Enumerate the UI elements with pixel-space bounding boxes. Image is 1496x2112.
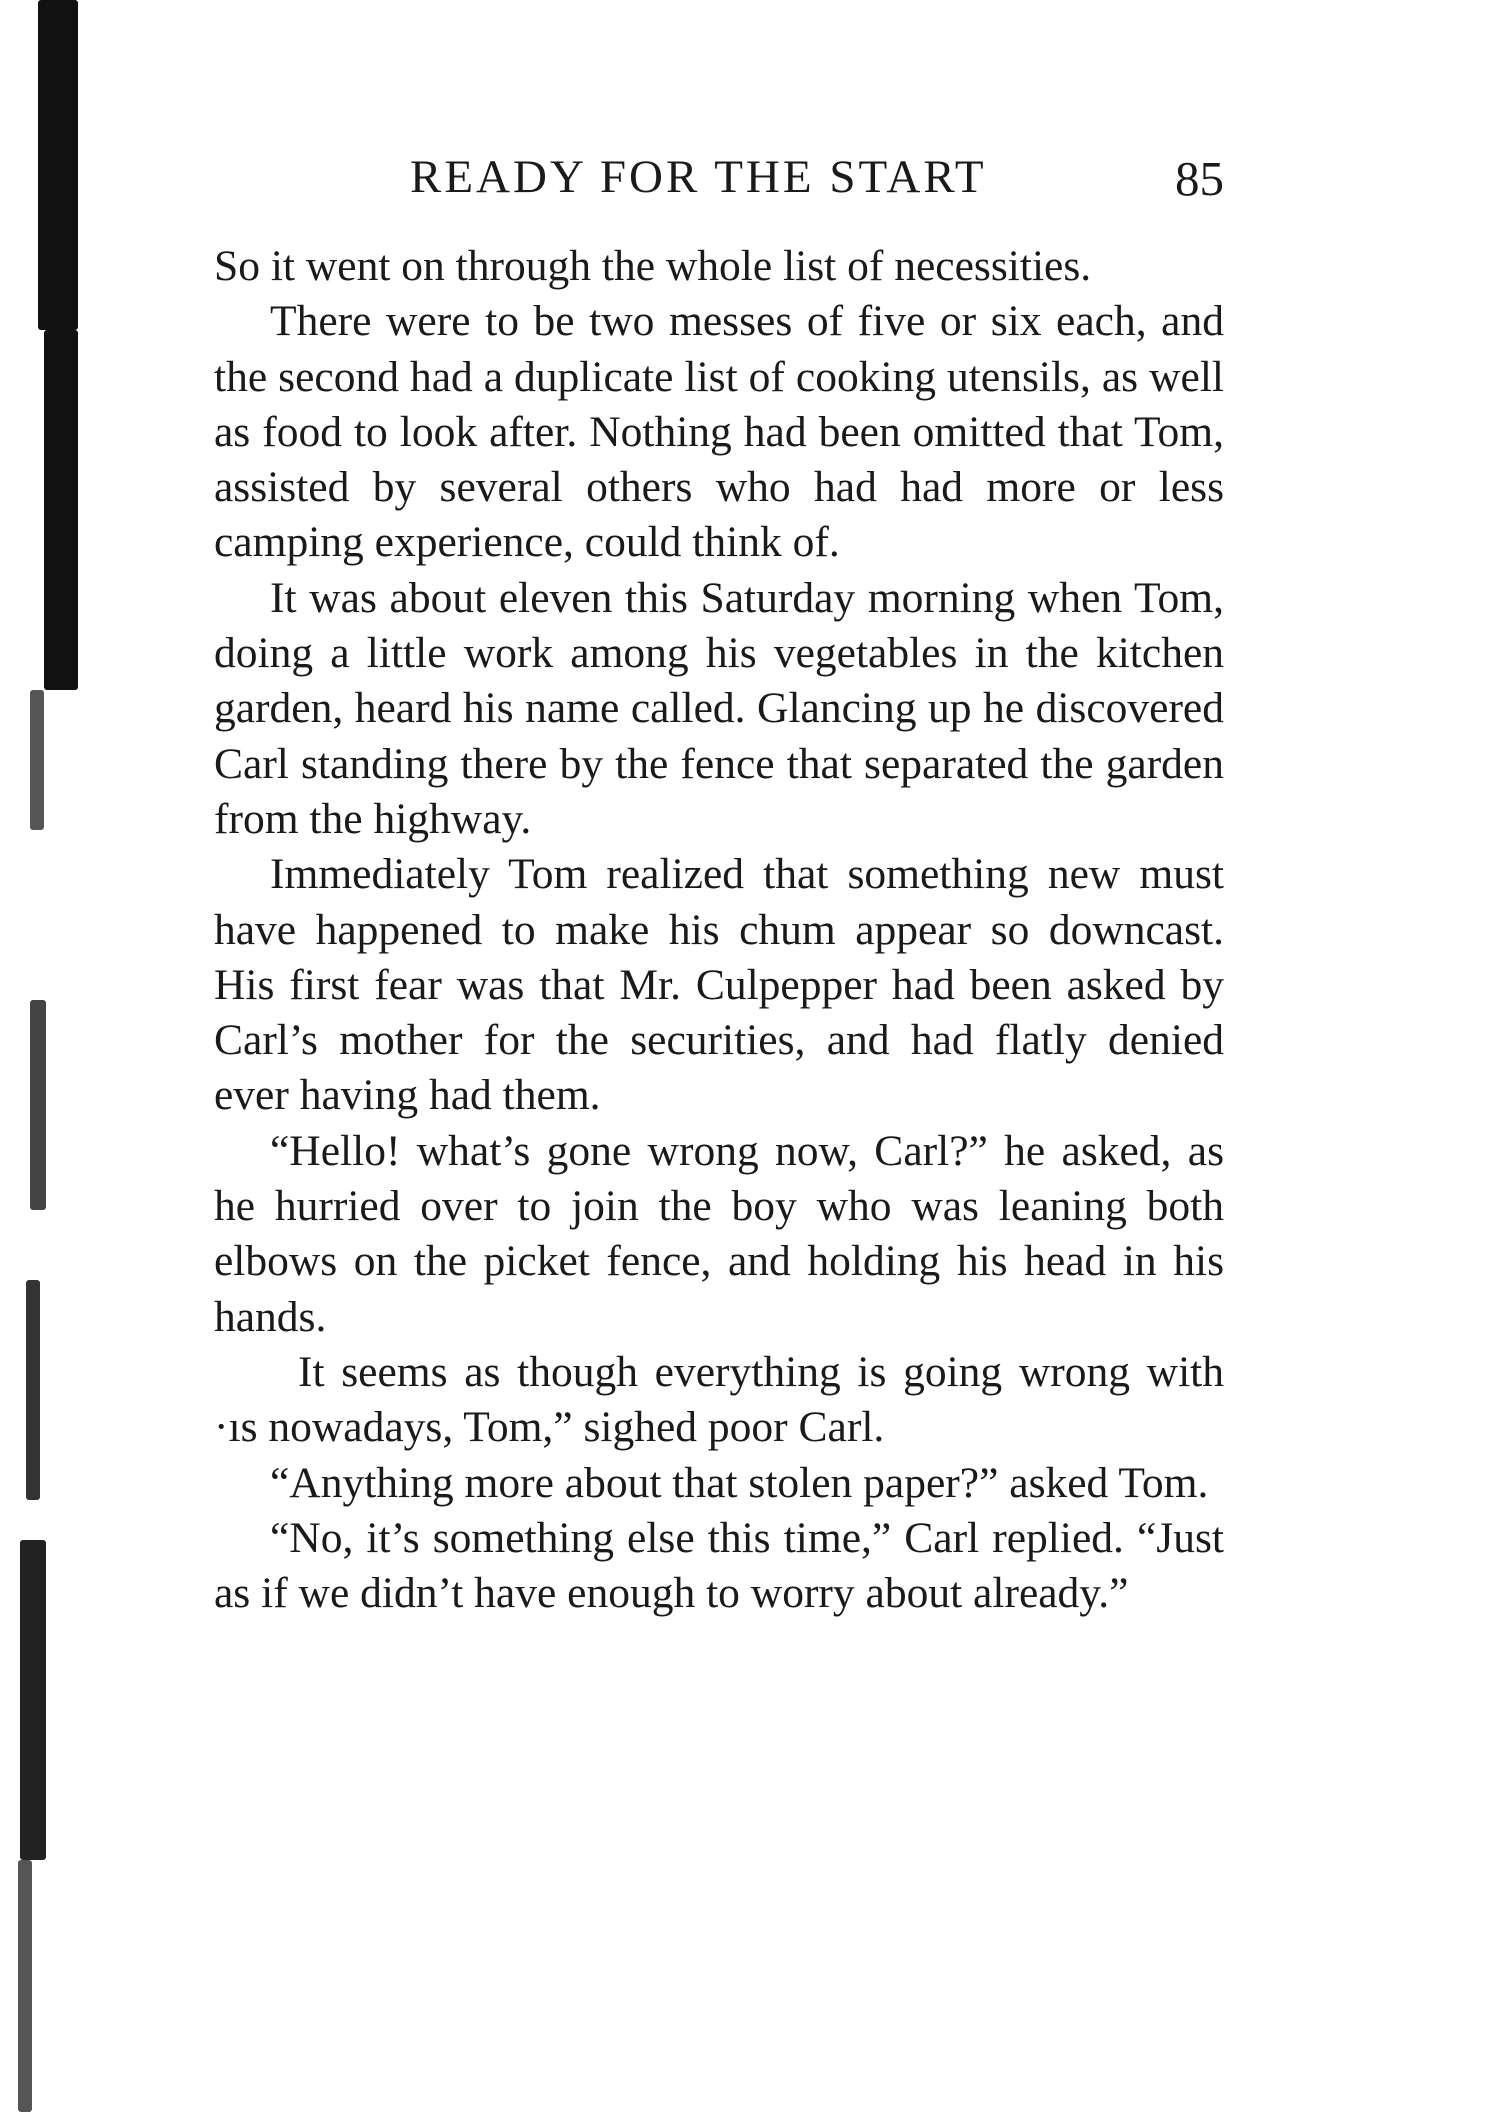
paragraph-6: It seems as though everything is going wrong with ·ıs nowadays, Tom,” sighed poor Carl. — [214, 1347, 1224, 1452]
paragraph-3: It was about eleven this Saturday morning when Tom, doing a little work among his vegetables in the kitchen garden, heard his name called. Glancing up he discovered Carl standing there by the fence that separated the garden from the highway. — [214, 573, 1224, 843]
page-header — [214, 150, 1224, 210]
page-number: 85 — [1175, 151, 1224, 206]
paragraph-1: So it went on through the whole list of necessities. — [214, 242, 1092, 290]
paragraph-4: Immediately Tom realized that something new must have happened to make his chum appear so downcast. His first fear was that Mr. Culpepper had been asked by Carl’s mother for the securities, and had flatly denied ever having had them. — [214, 850, 1224, 1120]
running-title: READY FOR THE START — [410, 151, 987, 203]
scanned-binding-edge — [0, 0, 110, 2112]
page-body-text — [214, 239, 1224, 1621]
paragraph-8: “No, it’s something else this time,” Carl replied. “Just as if we didn’t have enough to worry about already.” — [214, 1513, 1224, 1618]
paragraph-5: “Hello! what’s gone wrong now, Carl?” he asked, as he hurried over to join the boy who was leaning both elbows on the picket fence, and holding his head in his hands. — [214, 1126, 1224, 1341]
paragraph-7: “Anything more about that stolen paper?” asked Tom. — [270, 1458, 1209, 1507]
paragraph-2: There were to be two messes of five or six each, and the second had a duplicate list of cooking utensils, as well as food to look after. Nothing had been omitted that Tom, assisted by several others who had had more or less camping experience, could think of. — [214, 297, 1224, 567]
